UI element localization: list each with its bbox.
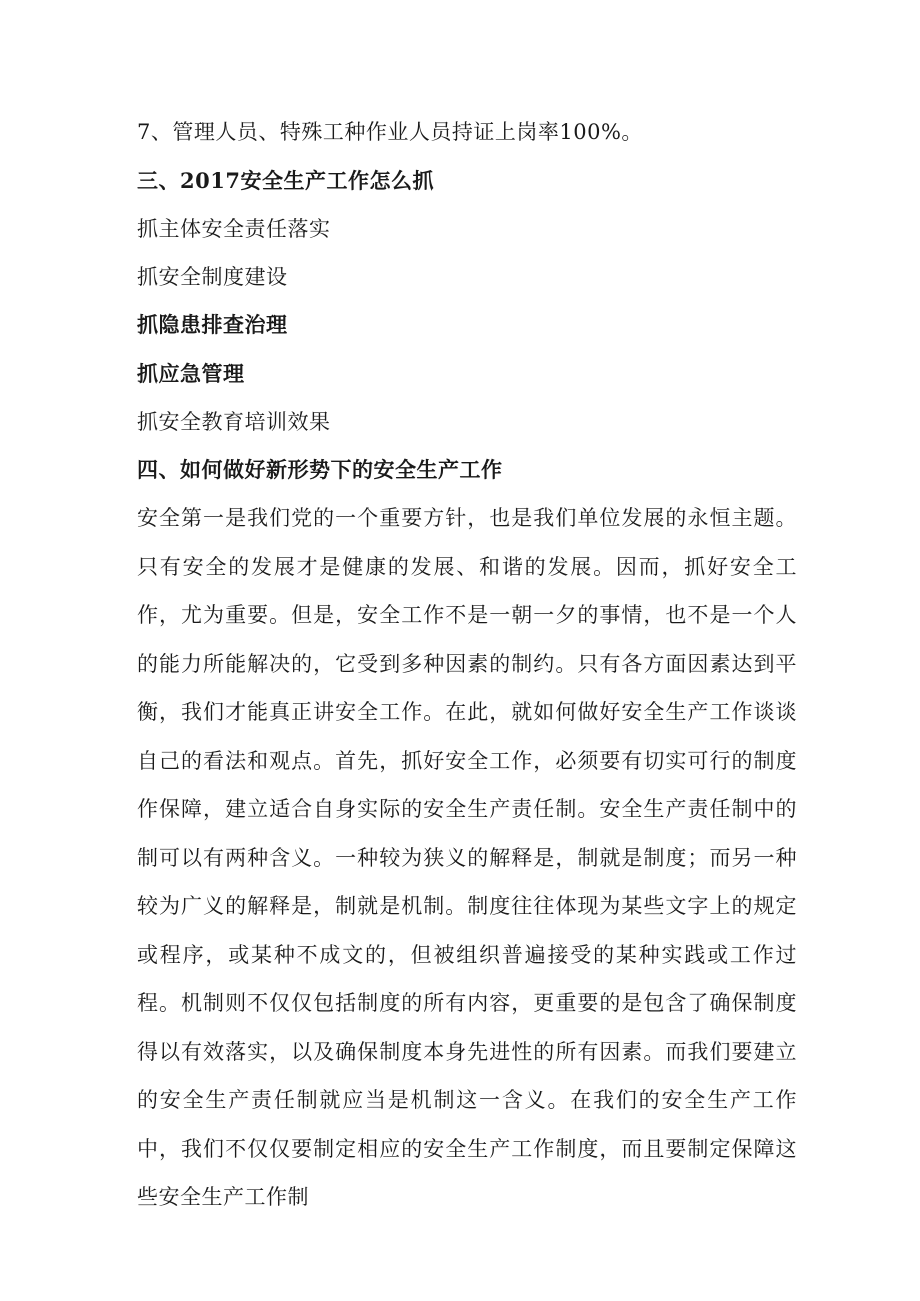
item-emergency-management: 抓应急管理 <box>137 361 245 386</box>
item-main-responsibility: 抓主体安全责任落实 <box>137 217 331 241</box>
item-hazard-investigation: 抓隐患排查治理 <box>137 312 288 337</box>
section-heading-new-situation: 四、如何做好新形势下的安全生产工作 <box>137 457 503 482</box>
line-certification-rate: 7、管理人员、特殊工种作业人员持证上岗率100%。 <box>137 120 643 144</box>
body-paragraph: 安全第一是我们党的一个重要方针，也是我们单位发展的永恒主题。只有安全的发展才是健康的发展、和谐的发展。因而，抓好安全工作，尤为重要。但是，安全工作不是一朝一夕的事情，也不是一个人的能力所能解决的，它受到多种因素的制约。只有各方面因素达到平衡，我们才能真正讲安全工作。在此，就如何做好安全生产工作谈谈自己的看法和观点。首先，抓好安全工作，必须要有切实可行的制度作保障，建立适合自身实际的安全生产责任制。安全生产责任制中的制可以有两种含义。一种较为狭义的解释是，制就是制度；而另一种较为广义的解释是，制就是机制。制度往往体现为某些文字上的规定或程序，或某种不成文的，但被组织普遍接受的某种实践或工作过程。机制则不仅仅包括制度的所有内容，更重要的是包含了确保制度得以有效落实，以及确保制度本身先进性的所有因素。而我们要建立的安全生产责任制就应当是机制这一含义。在我们的安全生产工作中，我们不仅仅要制定相应的安全生产工作制度，而且要制定保障这些安全生产工作制 <box>137 506 797 1209</box>
item-safety-training: 抓安全教育培训效果 <box>137 410 331 434</box>
section-heading-2017-work: 三、2017安全生产工作怎么抓 <box>137 168 434 193</box>
item-safety-system: 抓安全制度建设 <box>137 265 288 289</box>
